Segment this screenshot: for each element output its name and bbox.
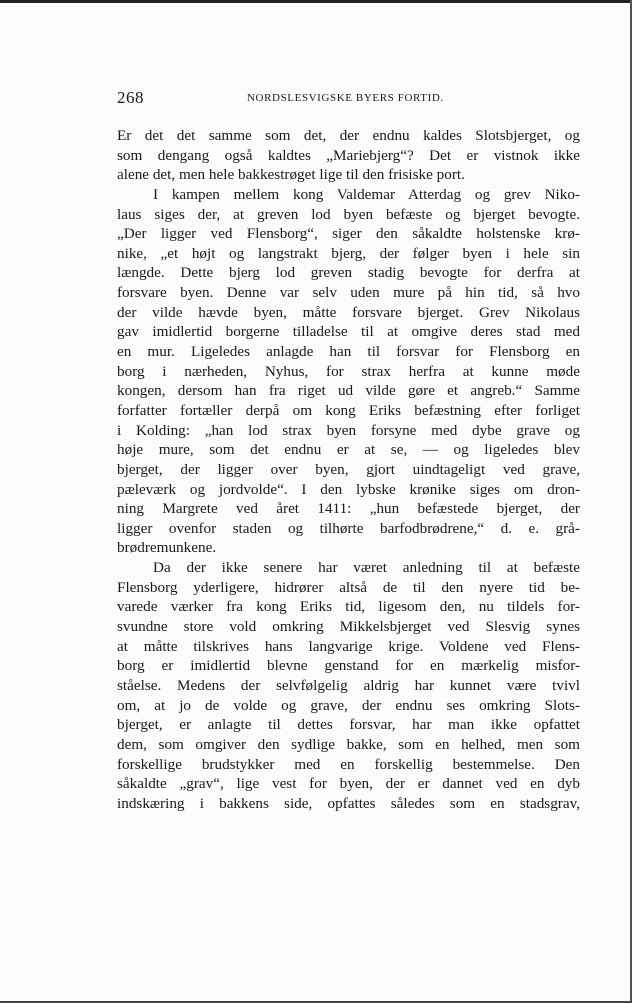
text-line: såkaldte „grav“, lige vest for byen, der er dannet ved en dyb <box>117 775 580 793</box>
text-line: borg i nærheden, Nyhus, for strax herfra at kunne møde <box>117 362 580 380</box>
text-line: ståelse. Medens der selvfølgelig aldrig har kunnet være tvivl <box>117 676 580 694</box>
text-line: I kampen mellem kong Valdemar Atterdag og grev Niko- <box>153 185 580 203</box>
text-line: svundne store vold omkring Mikkelsbjerget ved Slesvig synes <box>117 618 580 636</box>
text-line: at måtte tilskrives hans langvarige krige. Voldene ved Flens- <box>117 637 580 655</box>
text-line: høje mure, som det endnu er at se, — og ligeledes blev <box>117 441 580 459</box>
text-line: bjerget, der ligger over byen, gjort uindtageligt ved grave, <box>117 460 580 478</box>
top-edge-rule <box>0 0 632 3</box>
page-number: 268 <box>117 88 144 107</box>
text-line: brødremunkene. <box>117 539 217 557</box>
text-line: ligger ovenfor staden og tilhørte barfodbrødrene,“ d. e. grå- <box>117 519 580 537</box>
text-line: Flensborg yderligere, hidrører altså de til den nyere tid be- <box>117 578 580 596</box>
text-line: bjerget, er anlagte til dettes forsvar, har man ikke opfattet <box>117 716 580 734</box>
body-text <box>117 126 580 813</box>
text-line: gav imidlertid borgerne tilladelse til at omgive deres stad med <box>117 323 580 341</box>
text-line: forfatter fortæller derpå om kong Eriks befæstning efter forliget <box>117 401 580 419</box>
text-line: alene det, men hele bakkestrøget lige til den frisiske port. <box>117 166 465 184</box>
text-line: nike, „et højt og langstrakt bjerg, der følger byen i hele sin <box>117 244 580 262</box>
text-line: Da der ikke senere har været anledning til at befæste <box>153 559 580 577</box>
text-line: borg er imidlertid blevne genstand for en mærkelig misfor- <box>117 657 580 675</box>
text-line: om, at jo de volde og grave, der endnu ses omkring Slots- <box>117 696 580 714</box>
running-head: NORDSLESVIGSKE BYERS FORTID. <box>247 92 444 104</box>
text-line: der vilde hævde byen, måtte forsvare bjerget. Grev Nikolaus <box>117 303 580 321</box>
text-line: kongen, dersom han fra riget ud vilde gøre et angreb.“ Samme <box>117 382 580 400</box>
text-line: „Der ligger ved Flensborg“, siger den såkaldte holstenske krø- <box>117 225 580 243</box>
text-line: indskæring i bakkens side, opfattes således som en stadsgrav, <box>117 794 580 812</box>
text-line: som dengang også kaldtes „Mariebjerg“? Det er vistnok ikke <box>117 146 580 164</box>
text-line: varede værker fra kong Eriks tid, ligesom den, nu tildels for- <box>117 598 580 616</box>
text-line: Er det det samme som det, der endnu kaldes Slotsbjerget, og <box>117 127 580 144</box>
text-line: pæleværk og jordvolde“. I den lybske krønike siges om dron- <box>117 480 580 498</box>
page-header <box>117 88 580 112</box>
text-line: forsvare byen. Denne var selv uden mure på hin tid, så hvo <box>117 284 580 302</box>
text-line: ning Margrete ved året 1411: „hun befæstede bjerget, der <box>117 500 580 518</box>
text-line: længde. Dette bjerg lod greven stadig bevogte for derfra at <box>117 264 580 282</box>
text-line: i Kolding: „han lod strax byen forsyne med dybe grave og <box>117 421 580 439</box>
text-line: dem, som omgiver den sydlige bakke, som en helhed, men som <box>117 735 580 753</box>
text-line: laus siges der, at greven lod byen befæste og bjerget bevogte. <box>117 205 580 223</box>
text-line: en mur. Ligeledes anlagde han til forsvar for Flensborg en <box>117 343 580 361</box>
text-line: forskellige brudstykker med en forskellig bestemmelse. Den <box>117 755 580 773</box>
